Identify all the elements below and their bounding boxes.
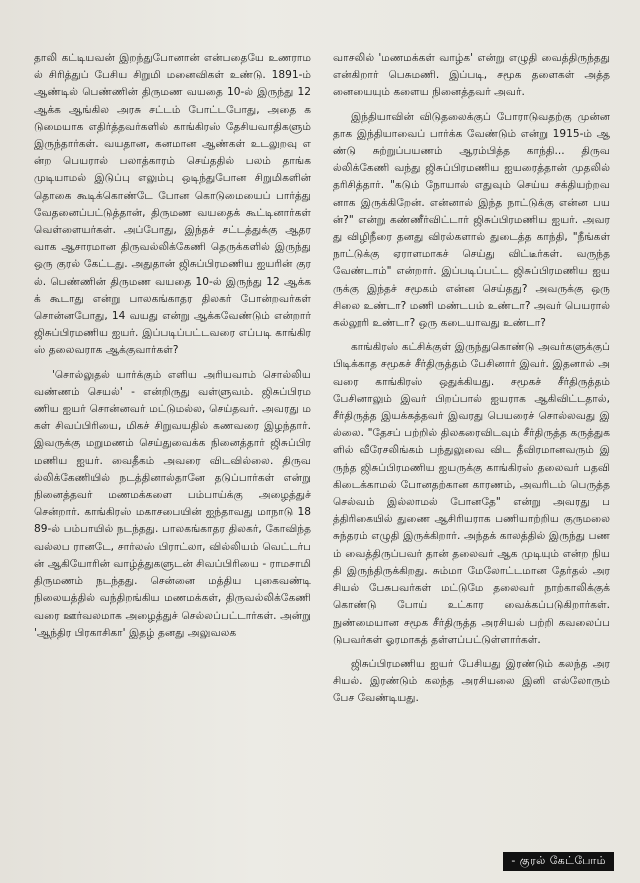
left-column — [34, 50, 311, 715]
continuation-tag: - குரல் கேட்போம் — [503, 852, 614, 871]
paragraph: ஜிசுப்பிரமணிய ஐயர் பேசியது இரண்டும் கலந்த அரசியல். இரண்டும் கலந்த அரசியலை இனி எல்லோரும் பேச வேண்டியது. — [333, 657, 610, 705]
right-column — [333, 50, 610, 715]
paragraph: 'சொல்லுதல் யார்க்கும் எளிய அரியவாம் சொல்லிய வண்ணம் செயல்' - என்றிருது வள்ளுவம். ஜிசுப்பிரமணிய ஐயர் சொன்னவர் மட்டுமல்ல, செய்தவர். அவரது மகள் சிவப்பிரியை, மிகச் சிறுவயதில் கணவரை இழந்தார். இவருக்கு மறுமணம் செய்துவைக்க நினைத்தார் ஜிசுப்பிரமணிய ஐயர். வைதீகம் அவரை விடவில்லை. திருவல்லிக்கேணியில் நடத்தினால்தானே தடுப்பார்கள் என்று நினைத்தவர் மணமக்களை பம்பாய்க்கு அழைத்துச் சென்றார். காங்கிரஸ் மகாசபையின் ஐந்தாவது மாநாடு 1889-ல் பம்பாயில் நடந்தது. பாலகங்காதர திலகர், கோவிந்த வல்லப ரானடே, சார்லஸ் பிராட்லா, வில்லியம் வெட்டர்பன் ஆகியோரின் வாழ்த்துகளுடன் சிவப்பிரியை - ராமசாமி திருமணம் நடந்தது. சென்னை மத்திய புகைவண்டி நிலையத்தில் வந்திறங்கிய மணமக்கள், திருவல்லிக்கேணி வரை ஊர்வலமாக அழைத்துச் செல்லப்பட்டார்கள். அன்று 'ஆந்திர பிரகாசிகா' இதழ் தனது அலுவலக — [34, 368, 311, 639]
paragraph: இந்தியாவின் விடுதலைக்குப் போராடுவதற்கு முன்னதாக இந்தியாவைப் பார்க்க வேண்டும் என்று 1915-ம் ஆண்டு சுற்றுப்பயணம் ஆரம்பித்த காந்தி... திருவல்லிக்கேணி வந்து ஜிசுப்பிரமணிய ஐயரைத்தான் முதலில் தரிசித்தார். "கடும் நோயால் எதுவும் செய்ய சக்தியற்றவனாக இருக்கிறேன். என்னால் இந்த நாட்டுக்கு என்ன பயன்?" என்று கண்ணீர்விட்டார் ஜிசுப்பிரமணிய ஐயர். அவரது விழிநீரை தனது விரல்களால் துடைத்த காந்தி, "நீங்கள் நாட்டுக்கு ஏராளமாகச் செய்து விட்டீர்கள். வருந்த வேண்டாம்" என்றார். இப்படிப்பட்ட ஜிசுப்பிரமணிய ஐயருக்கு இந்தச் சமூகம் என்ன செய்தது? அவருக்கு ஒரு சிலை உண்டா? மணி மண்டபம் உண்டா? அவர் பெயரால் கல்லூரி உண்டா? ஒரு கடையாவது உண்டா? — [333, 110, 610, 330]
article-columns — [34, 50, 620, 715]
paragraph: காங்கிரஸ் கட்சிக்குள் இருந்துகொண்டு அவர்களுக்குப் பிடிக்காத சமூகச் சீர்திருத்தம் பேசினார் இவர். இதனால் அவரை காங்கிரஸ் ஒதுக்கியது. சமூகச் சீர்திருத்தம் பேசினாலும் இவர் பிறப்பால் ஐயராக ஆகிவிட்டதால், சீர்திருத்த இயக்கத்தவர் இவரது பெயரைச் சொல்லவது இல்லை. "தேசப் பற்றில் திலகரைவிடவும் சீர்திருத்த கருத்துகளில் வீரேசலிங்கம் பந்துலுவை விட தீவிரமானவரும் இருந்த ஜிசுப்பிரமணிய ஐயருக்கு காங்கிரஸ் தலைவர் பதவி கிடைக்காமல் போனதற்கான காரணம், அவரிடம் பெருத்த செல்வம் இல்லாமல் போனதே" என்று அவரது பத்திரிகையில் துணை ஆசிரியராக பணியாற்றிய குருமலை சுந்தரம் எழுதி இருக்கிறார். அந்தக் காலத்தில் இருந்து பணம் வைத்திருப்பவர் தான் தலைவர் ஆக முடியும் என்ற நியதி இருந்திருக்கிறது. சும்மா மேலோட்டமான தேர்தல் அரசியல் பேசுபவர்கள் மட்டுமே தலைவர் நாற்காலிக்குக் கொண்டு போய் உட்கார வைக்கப்படுகிறார்கள். நுண்மையான சமூக சீர்திருத்த அரசியல் பற்றி கவலைப்படுபவர்கள் ஓரமாகத் தள்ளப்பட்டுள்ளார்கள். — [333, 341, 610, 646]
paragraph: வாசலில் 'மணமக்கள் வாழ்க' என்று எழுதி வைத்திருந்தது என்கிறார் பெசுமணி. இப்படி, சமூக தளைகள் அத்தனையையும் களைய நினைத்தவர் அவர். — [333, 52, 610, 99]
paragraph: தாலி கட்டியவன் இறந்துபோனான் என்பதையே உணராமல் சிரித்துப் பேசிய சிறுமி மனைவிகள் உண்டு. 1891-ம் ஆண்டில் பெண்ணின் திருமண வயதை 10-ல் இருந்து 12 ஆக்க ஆங்கில அரசு சட்டம் போட்டபோது, அதை கடுமையாக எதிர்த்தவர்களில் காங்கிரஸ் தேசியவாதிகளும் இருந்தார்கள். வயதான, கனமான ஆண்கள் உடலுறவு என்ற பெயரால் பலாத்காரம் செய்ததில் பலம் தாங்க முடியாமல் இடுப்பு எலும்பு ஒடிந்துபோன சிறுமிகளின் தொகை கூடிக்கொண்டே போன கொடுமையைப் பார்த்து வேதனைப்பட்டுத்தான், திருமண வயதைக் கூட்டினார்கள் வெள்ளையர்கள். அப்போது, இந்தச் சட்டத்துக்கு ஆதரவாக ஆசாரமான திருவல்லிக்கேணி தெருக்களில் இருந்து ஒரு குரல் கேட்டது. அதுதான் ஜிசுப்பிரமணிய ஐயரின் குரல். பெண்ணின் திருமண வயதை 10-ல் இருந்து 12 ஆக்கக் கூடாது என்று பாலகங்காதர திலகர் போன்றவர்கள் சொன்னபோது, 14 வயது என்று ஆக்கவேண்டும் என்றார் ஜிசுப்பிரமணிய ஐயர். இப்படிப்பட்டவரை எப்படி காங்கிரஸ் தலைவராக ஆக்குவார்கள்? — [34, 52, 311, 357]
